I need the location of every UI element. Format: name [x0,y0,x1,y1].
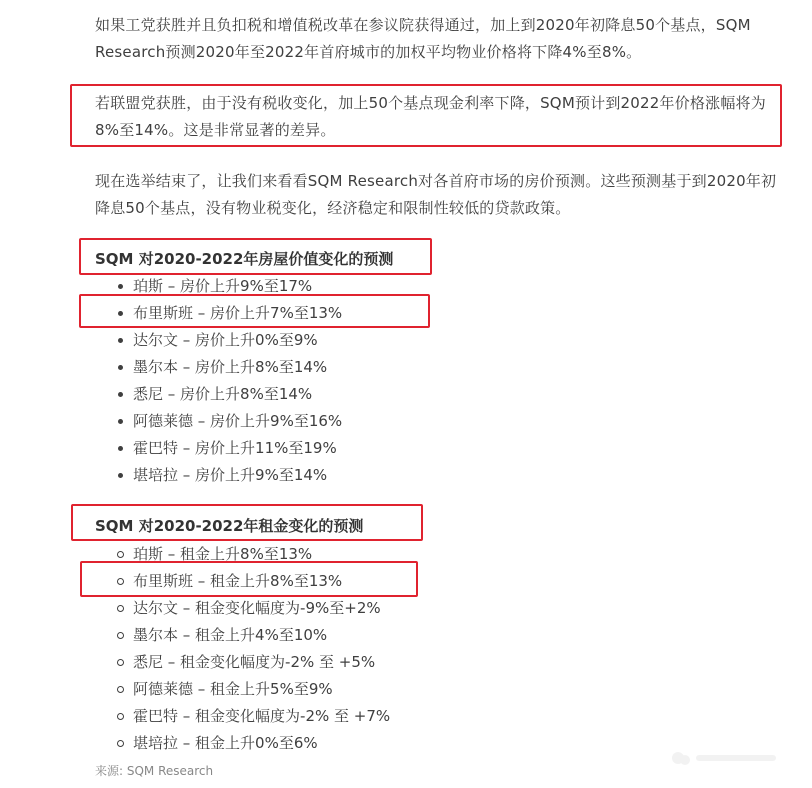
bullet-icon [118,311,123,316]
bullet-icon [118,392,123,397]
bullet-icon [118,419,123,424]
house-forecast-heading: SQM 对2020-2022年房屋价值变化的预测 [95,250,394,268]
bullet-icon [117,632,124,639]
bullet-icon [118,473,123,478]
bullet-icon [117,686,124,693]
paragraph-forecast-intro: 现在选举结束了，让我们来看看SQM Research对各首府市场的房价预测。这些预测基于到2020年初降息50个基点，没有物业税变化，经济稳定和限制性较低的贷款政策。 [95,172,777,217]
bullet-icon [117,551,124,558]
bullet-icon [117,659,124,666]
bullet-icon [118,365,123,370]
bullet-icon [118,446,123,451]
bullet-icon [117,713,124,720]
wechat-watermark-icon [670,748,780,768]
article-page: 如果工党获胜并且负扣税和增值税改革在参议院获得通过，加上到2020年初降息50个基点，SQM Research预测2020年至2022年首府城市的加权平均物业价格将下降4%至8%。 若联盟党获胜，由于没有税收变化，加上50个基点现金利率下降，SQM预计到2022年价格涨幅将为8%至14%。这是非常显著的差异。 现在选举结束了，让我们来看看SQM Research对各首府市场的房价预测。这些预测基于到2020年初降息50个基点，没有物业税变化，经济稳定和限制性较低的贷款政策。 SQM 对2020-2022年房屋价值变化的预测 珀斯 – 房价上升9%至17% 布里斯班 – 房价上升7%至13% 达尔文 – 房价上升0%至9% 墨尔本 – 房价上升8%至14% 悉尼 – 房价上升8%至14% 阿德莱德 – 房价上升9%至16% 霍巴特 – 房价上升11%至19% 堪培拉 – 房价上升9%至14% SQM 对2020-2022年租金变化的预测 珀斯 – 租金上升8%至13% 布里斯班 – 租金上升8%至13% 达尔文 – 租金变化幅度为-9%至+2% 墨尔本 – 租金上升4%至10% 悉尼 – 租金变化幅度为-2% 至 +5% 阿德莱德 – 租金上升5%至9% 霍巴特 – 租金变化幅度为-2% 至 +7% 堪培拉 – 租金上升0%至6% 来源: SQM Research [0,0,812,788]
bullet-icon [117,578,124,585]
rent-forecast-heading: SQM 对2020-2022年租金变化的预测 [95,517,364,535]
bullet-icon [118,338,123,343]
source-caption: 来源: SQM Research [95,764,214,778]
bullet-icon [118,284,123,289]
bullet-icon [117,605,124,612]
paragraph-coalition-scenario: 若联盟党获胜，由于没有税收变化，加上50个基点现金利率下降，SQM预计到2022年价格涨幅将为8%至14%。这是非常显著的差异。 [95,94,766,139]
bullet-icon [117,740,124,747]
paragraph-labor-scenario: 如果工党获胜并且负扣税和增值税改革在参议院获得通过，加上到2020年初降息50个基点，SQM Research预测2020年至2022年首府城市的加权平均物业价格将下降4%至8%。 [95,16,751,61]
